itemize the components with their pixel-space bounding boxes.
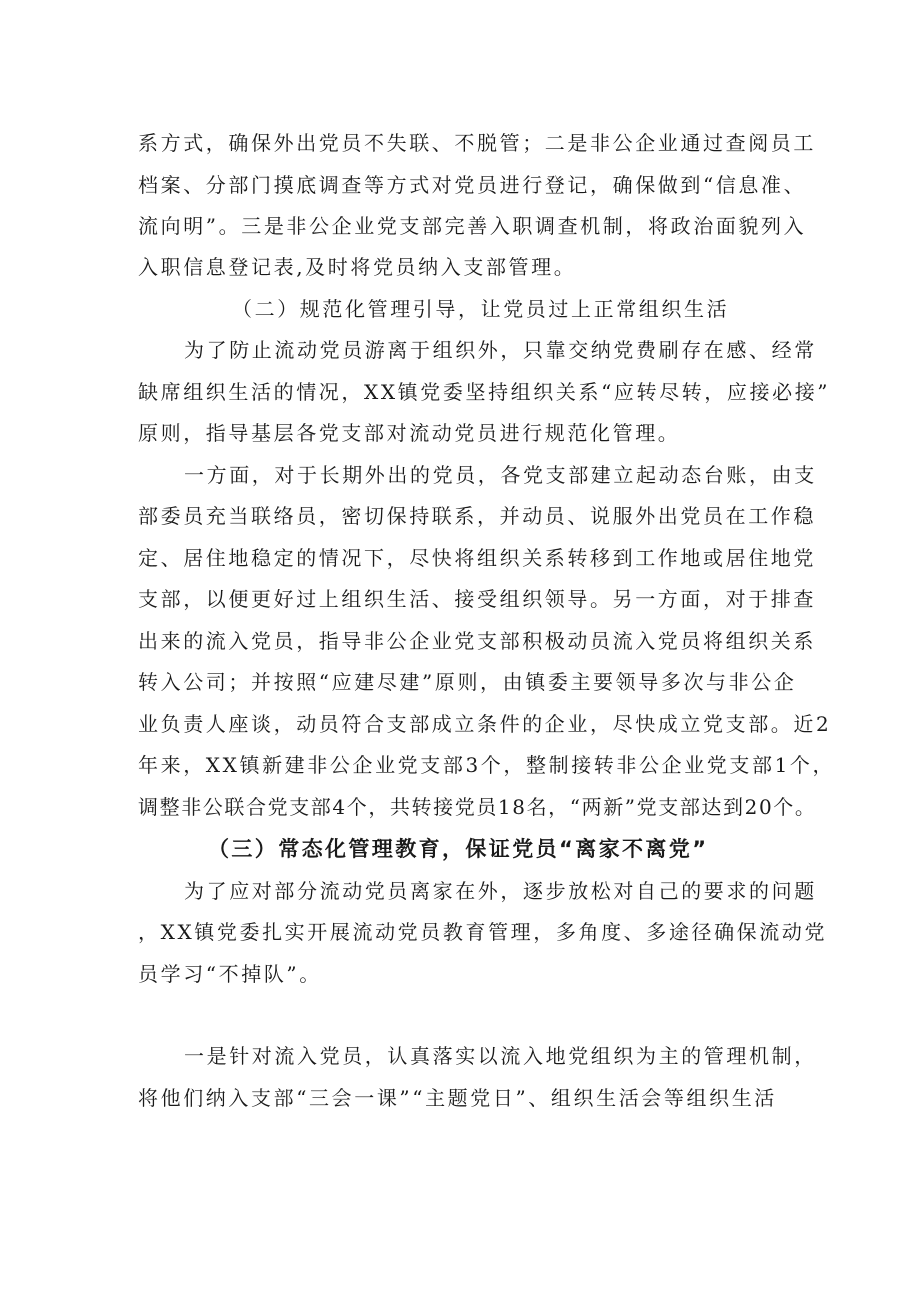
paragraph-line: 转入公司；并按照“应建尽建”原则，由镇委主要领导多次与非公企 [138,670,797,694]
paragraph-line: 员学习“不掉队”。 [138,962,322,986]
paragraph-line: ，XX镇党委扎实开展流动党员教育管理，多角度、多途径确保流动党 [138,920,828,944]
section-heading-three: （三）常态化管理教育，保证党员“离家不离党” [208,837,709,861]
paragraph-line: 原则，指导基层各党支部对流动党员进行规范化管理。 [138,421,681,445]
section-heading-two: （二）规范化管理引导，让党员过上正常组织生活 [232,297,730,321]
paragraph-line: 一方面，对于长期外出的党员，各党支部建立起动态台账，由支 [184,463,817,487]
paragraph-line: 一是针对流入党员，认真落实以流入地党组织为主的管理机制， [184,1044,817,1068]
paragraph-line: 定、居住地稳定的情况下，尽快将组织关系转移到工作地或居住地党 [138,546,816,570]
paragraph-line: 年来，XX镇新建非公企业党支部3个，整制接转非公企业党支部1个， [138,753,836,777]
paragraph-line: 部委员充当联络员，密切保持联系，并动员、说服外出党员在工作稳 [138,504,816,528]
paragraph-line: 缺席组织生活的情况，XX镇党委坚持组织关系“应转尽转，应接必接” [138,380,831,404]
paragraph-line: 支部，以便更好过上组织生活、接受组织领导。另一方面，对于排查 [138,587,816,611]
paragraph-line: 流向明”。三是非公企业党支部完善入职调查机制，将政治面貌列入 [138,214,807,238]
paragraph-line: 系方式，确保外出党员不失联、不脱管；二是非公企业通过查阅员工 [138,131,816,155]
paragraph-line: 调整非公联合党支部4个，共转接党员18名，“两新”党支部达到20个。 [138,795,817,819]
paragraph-line: 业负责人座谈，动员符合支部成立条件的企业，尽快成立党支部。近2 [138,712,832,736]
paragraph-line: 为了防止流动党员游离于组织外，只靠交纳党费刷存在感、经常 [184,338,817,362]
paragraph-line: 出来的流入党员，指导非公企业党支部积极动员流入党员将组织关系 [138,629,816,653]
paragraph-line: 为了应对部分流动党员离家在外，逐步放松对自己的要求的问题 [184,879,817,903]
paragraph-line: 档案、分部门摸底调查等方式对党员进行登记，确保做到“信息准、 [138,173,807,197]
paragraph-line: 入职信息登记表,及时将党员纳入支部管理。 [138,255,577,279]
paragraph-line: 将他们纳入支部“三会一课”“主题党日”、组织生活会等组织生活 [138,1086,777,1110]
